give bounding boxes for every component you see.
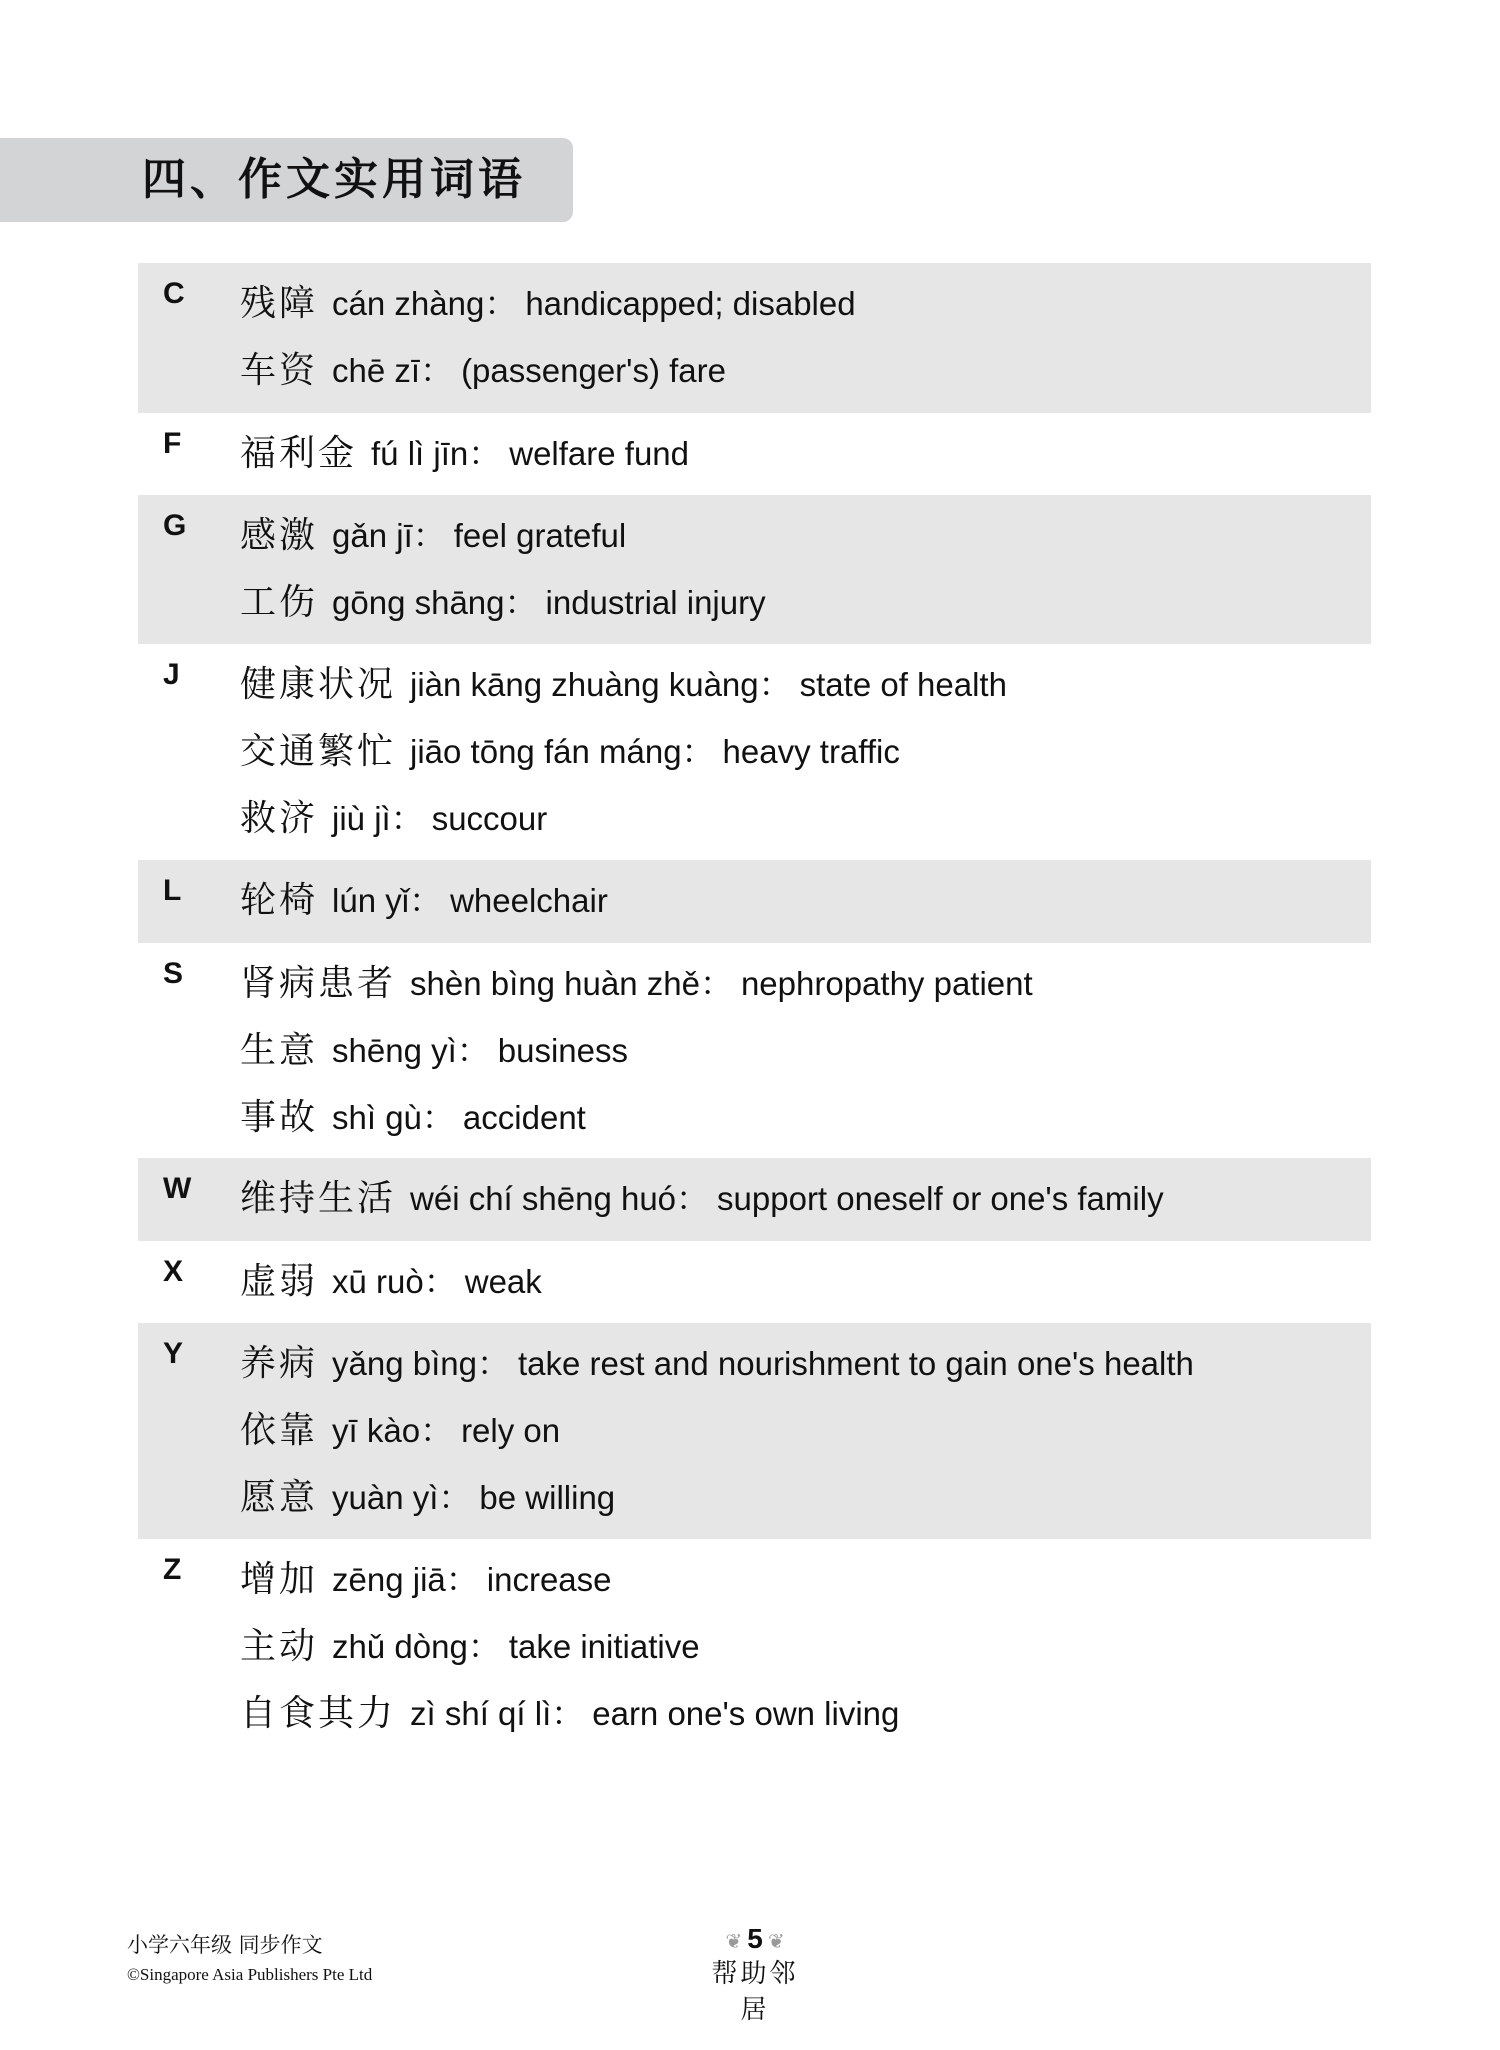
english-meaning: increase	[486, 1561, 612, 1598]
vocab-group-j	[138, 644, 1371, 860]
vocab-entry	[240, 1021, 1371, 1088]
chinese-word: 虚弱	[240, 1261, 319, 1302]
separator: ：	[420, 352, 454, 389]
group-letter: Z	[163, 1553, 182, 1586]
vocab-entry	[240, 655, 1371, 722]
leaf-ornament-icon: ❦	[725, 1929, 743, 1953]
english-meaning: heavy traffic	[722, 733, 900, 770]
vocab-group-s	[138, 943, 1371, 1158]
separator: ：	[412, 517, 446, 554]
group-letter: J	[163, 658, 180, 691]
chinese-word: 主动	[240, 1626, 319, 1667]
separator: ：	[456, 1032, 490, 1069]
vocab-group-w	[138, 1158, 1371, 1241]
pinyin: shì gù	[332, 1099, 422, 1136]
page-number: 5	[747, 1923, 763, 1954]
separator: ：	[445, 1561, 479, 1598]
pinyin: zēng jiā	[332, 1561, 446, 1598]
chinese-word: 肾病患者	[240, 963, 397, 1004]
vocab-entry	[240, 1684, 1371, 1751]
chinese-word: 养病	[240, 1343, 319, 1384]
english-meaning: handicapped; disabled	[525, 285, 856, 322]
unit-title: 帮助邻居	[711, 1959, 799, 2025]
vocab-group-l	[138, 860, 1371, 943]
english-meaning: state of health	[799, 666, 1007, 703]
chinese-word: 依靠	[240, 1410, 319, 1451]
chinese-word: 感激	[240, 515, 319, 556]
group-letter: X	[163, 1255, 184, 1288]
vocab-entry	[240, 506, 1371, 573]
vocab-entry	[240, 1334, 1371, 1401]
english-meaning: rely on	[461, 1412, 561, 1449]
vocab-entry	[240, 1468, 1371, 1535]
vocab-entry	[240, 722, 1371, 789]
vocab-entry	[240, 341, 1371, 408]
pinyin: zì shí qí lì	[410, 1695, 552, 1732]
pinyin: fú lì jīn	[371, 435, 469, 472]
pinyin: shèn bìng huàn zhě	[410, 965, 700, 1002]
pinyin: shēng yì	[332, 1032, 457, 1069]
pinyin: cán zhàng	[332, 285, 485, 322]
group-letter: G	[163, 509, 187, 542]
section-header	[0, 138, 573, 222]
separator: ：	[681, 733, 715, 770]
section-title: 四、作文实用词语	[142, 154, 526, 205]
pinyin: yī kào	[332, 1412, 421, 1449]
chinese-word: 增加	[240, 1559, 319, 1600]
english-meaning: take initiative	[508, 1628, 700, 1665]
pinyin: yuàn yì	[332, 1479, 439, 1516]
chinese-word: 生意	[240, 1030, 319, 1071]
separator: ：	[758, 666, 792, 703]
group-letter: W	[163, 1172, 192, 1205]
vocab-entry	[240, 1252, 1371, 1319]
copyright-notice: ©Singapore Asia Publishers Pte Ltd	[127, 1965, 373, 1984]
vocab-entry	[240, 424, 1371, 491]
vocab-entry	[240, 1169, 1371, 1236]
english-meaning: earn one's own living	[592, 1695, 900, 1732]
vocab-entry	[240, 1088, 1371, 1155]
separator: ：	[676, 1180, 710, 1217]
vocab-group-f	[138, 413, 1371, 495]
vocab-entry	[240, 573, 1371, 640]
separator: ：	[438, 1479, 472, 1516]
leaf-ornament-icon: ❦	[767, 1929, 785, 1953]
vocab-entry	[240, 1550, 1371, 1617]
footer-page	[700, 1922, 810, 2028]
vocab-entry	[240, 871, 1371, 938]
chinese-word: 工伤	[240, 582, 319, 623]
separator: ：	[699, 965, 733, 1002]
footer-publisher	[127, 1930, 372, 1990]
chinese-word: 维持生活	[240, 1178, 397, 1219]
separator: ：	[409, 882, 443, 919]
chinese-word: 自食其力	[240, 1693, 397, 1734]
separator: ：	[551, 1695, 585, 1732]
english-meaning: support oneself or one's family	[717, 1180, 1164, 1217]
vocab-group-x	[138, 1241, 1371, 1323]
chinese-word: 残障	[240, 283, 319, 324]
vocabulary-table	[138, 263, 1371, 1746]
group-letter: L	[163, 874, 182, 907]
chinese-word: 交通繁忙	[240, 731, 397, 772]
vocab-entry	[240, 274, 1371, 341]
vocab-entry	[240, 1617, 1371, 1684]
separator: ：	[421, 1099, 455, 1136]
separator: ：	[468, 435, 502, 472]
english-meaning: feel grateful	[453, 517, 627, 554]
group-letter: S	[163, 957, 184, 990]
group-letter: Y	[163, 1337, 184, 1370]
chinese-word: 愿意	[240, 1477, 319, 1518]
pinyin: xū ruò	[332, 1263, 424, 1300]
pinyin: lún yǐ	[332, 882, 410, 919]
chinese-word: 福利金	[240, 433, 358, 474]
pinyin: jiàn kāng zhuàng kuàng	[410, 666, 759, 703]
english-meaning: be willing	[479, 1479, 616, 1516]
english-meaning: take rest and nourishment to gain one's health	[517, 1345, 1194, 1382]
pinyin: jiù jì	[332, 800, 391, 837]
english-meaning: welfare fund	[509, 435, 690, 472]
separator: ：	[390, 800, 424, 837]
separator: ：	[484, 285, 518, 322]
vocab-group-z	[138, 1539, 1371, 1746]
pinyin: wéi chí shēng huó	[410, 1180, 677, 1217]
chinese-word: 救济	[240, 798, 319, 839]
pinyin: jiāo tōng fán máng	[410, 733, 682, 770]
separator: ：	[423, 1263, 457, 1300]
english-meaning: accident	[462, 1099, 586, 1136]
vocab-group-c	[138, 263, 1371, 413]
english-meaning: wheelchair	[450, 882, 608, 919]
vocab-entry	[240, 1401, 1371, 1468]
separator: ：	[420, 1412, 454, 1449]
vocab-entry	[240, 954, 1371, 1021]
pinyin: chē zī	[332, 352, 421, 389]
english-meaning: business	[497, 1032, 629, 1069]
english-meaning: nephropathy patient	[740, 965, 1033, 1002]
separator: ：	[476, 1345, 510, 1382]
chinese-word: 轮椅	[240, 880, 319, 921]
english-meaning: weak	[464, 1263, 542, 1300]
pinyin: gōng shāng	[332, 584, 505, 621]
chinese-word: 健康状况	[240, 664, 397, 705]
group-letter: C	[163, 277, 185, 310]
vocab-group-y	[138, 1323, 1371, 1539]
chinese-word: 事故	[240, 1097, 319, 1138]
pinyin: yǎng bìng	[332, 1345, 477, 1382]
pinyin: zhǔ dòng	[332, 1628, 468, 1665]
english-meaning: industrial injury	[545, 584, 766, 621]
separator: ：	[467, 1628, 501, 1665]
vocab-entry	[240, 789, 1371, 856]
group-letter: F	[163, 427, 182, 460]
vocab-group-g	[138, 495, 1371, 644]
pinyin: gǎn jī	[332, 517, 413, 554]
english-meaning: succour	[431, 800, 548, 837]
separator: ：	[504, 584, 538, 621]
english-meaning: (passenger's) fare	[461, 352, 726, 389]
book-series: 小学六年级 同步作文	[127, 1933, 323, 1957]
chinese-word: 车资	[240, 350, 319, 391]
